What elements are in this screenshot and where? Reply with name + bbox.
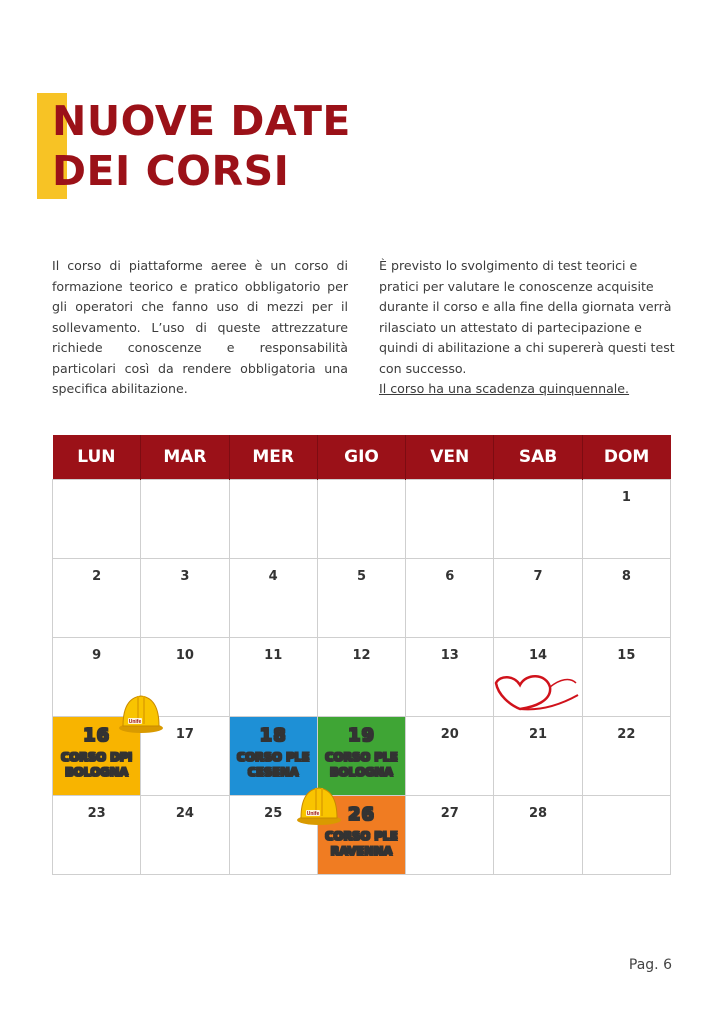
day-cell	[406, 716, 494, 795]
empty-day-cell	[317, 479, 405, 558]
calendar	[52, 435, 671, 875]
day-header-mer: MER	[229, 435, 317, 479]
empty-day-cell	[494, 479, 582, 558]
day-number: 28	[529, 805, 548, 821]
day-number: 3	[180, 568, 190, 584]
intro-right-paragraph: È previsto lo svolgimento di test teorici e pratici per valutare le conoscenze acquisite durante il corso e alla fine della giornata verrà rilasciato un attestato di partecipazione e quindi di abilitazione a chi supererà questi test con successo.	[379, 258, 675, 376]
intro-right-column	[379, 256, 675, 400]
day-number: 9	[92, 647, 102, 663]
day-number: 19	[347, 724, 376, 746]
hard-hat-icon	[118, 690, 164, 734]
day-number: 17	[175, 726, 194, 742]
day-cell	[141, 558, 229, 637]
title-line-1: NUOVE DATE	[52, 97, 351, 145]
validity-note: Il corso ha una scadenza quinquennale.	[379, 381, 630, 396]
event-label: CORSO PLE RAVENNA	[325, 828, 398, 858]
day-number: 1	[621, 489, 631, 505]
day-number: 4	[268, 568, 278, 584]
empty-day-cell	[53, 479, 141, 558]
day-number: 15	[617, 647, 636, 663]
day-number: 11	[264, 647, 283, 663]
day-cell	[317, 637, 405, 716]
day-number: 23	[87, 805, 106, 821]
event-label: CORSO DPI BOLOGNA	[60, 749, 133, 779]
day-header-dom: DOM	[582, 435, 670, 479]
day-number: 26	[347, 803, 376, 825]
day-number: 5	[356, 568, 366, 584]
day-header-gio: GIO	[317, 435, 405, 479]
day-number: 22	[617, 726, 636, 742]
day-cell	[582, 637, 670, 716]
day-cell	[53, 558, 141, 637]
day-cell	[582, 479, 670, 558]
day-cell	[582, 716, 670, 795]
empty-day-cell	[229, 479, 317, 558]
day-number: 25	[264, 805, 283, 821]
title-line-2: DEI CORSI	[52, 147, 290, 195]
empty-day-cell	[582, 795, 670, 874]
day-cell	[582, 558, 670, 637]
day-cell	[406, 558, 494, 637]
page-title	[52, 96, 351, 196]
day-number: 20	[440, 726, 459, 742]
day-cell	[494, 558, 582, 637]
calendar-week-row	[53, 479, 671, 558]
day-cell	[317, 558, 405, 637]
day-cell	[494, 716, 582, 795]
day-number: 2	[92, 568, 102, 584]
day-header-sab: SAB	[494, 435, 582, 479]
day-number: 13	[440, 647, 459, 663]
day-header-ven: VEN	[406, 435, 494, 479]
day-cell	[494, 795, 582, 874]
day-header-mar: MAR	[141, 435, 229, 479]
empty-day-cell	[406, 479, 494, 558]
day-number: 27	[440, 805, 459, 821]
ribbon-heart-icon	[490, 665, 582, 715]
day-number: 18	[259, 724, 287, 746]
day-number: 12	[352, 647, 371, 663]
day-cell	[229, 637, 317, 716]
day-number: 6	[445, 568, 455, 584]
hard-hat-icon	[296, 782, 342, 826]
page-number: Pag. 6	[628, 957, 672, 973]
day-cell	[406, 637, 494, 716]
day-number: 21	[529, 726, 548, 742]
event-label: CORSO PLE BOLOGNA	[325, 749, 398, 779]
hard-hat-logo-text: Unife	[128, 719, 142, 725]
hard-hat-logo-text: Unife	[306, 811, 320, 817]
day-cell	[53, 795, 141, 874]
day-number: 24	[175, 805, 194, 821]
empty-day-cell	[141, 479, 229, 558]
day-cell	[141, 795, 229, 874]
day-number: 7	[533, 568, 543, 584]
calendar-header-row	[53, 435, 671, 479]
calendar-week-row	[53, 795, 671, 874]
day-cell	[406, 795, 494, 874]
day-number: 16	[83, 724, 111, 746]
intro-left-paragraph: Il corso di piattaforme aeree è un corso di formazione teorico e pratico obbligatorio per gli operatori che fanno uso di mezzi per il sollevamento. L’uso di queste attrezzature richiede conoscenze e responsabilità particolari così da rendere obbligatoria una specifica abilitazione.	[52, 258, 348, 396]
day-number: 8	[621, 568, 631, 584]
day-number: 10	[175, 647, 194, 663]
day-cell	[229, 558, 317, 637]
event-label: CORSO PLE CESENA	[236, 749, 310, 779]
calendar-week-row	[53, 558, 671, 637]
day-number: 14	[529, 647, 548, 663]
day-header-lun: LUN	[53, 435, 141, 479]
